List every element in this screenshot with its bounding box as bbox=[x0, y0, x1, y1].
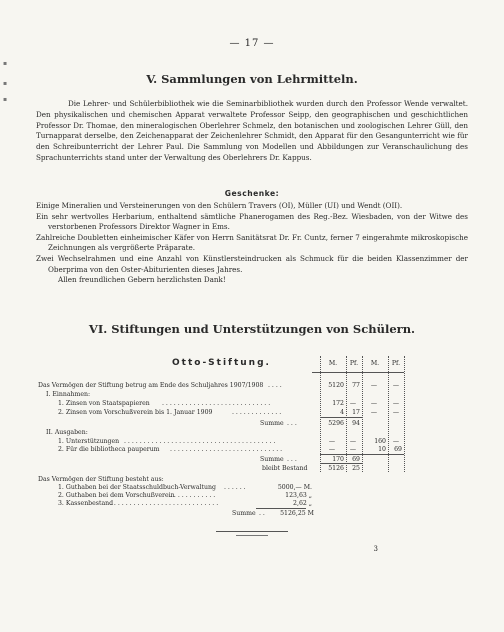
col-header-m1: M. bbox=[328, 360, 338, 367]
besteht-summe-label: Summe bbox=[232, 510, 256, 517]
table-rule bbox=[404, 356, 405, 472]
summe-label: Summe bbox=[260, 456, 284, 463]
ausgaben-2-m: 10 bbox=[378, 446, 386, 453]
leader-dots: . . . bbox=[287, 456, 297, 463]
einnahmen-label: I. Einnahmen: bbox=[46, 391, 91, 398]
section-divider bbox=[216, 531, 288, 532]
besteht-2-label: 2. Guthaben bei dem Vorschußverein bbox=[58, 492, 175, 499]
einnahmen-1-m: 172 bbox=[332, 400, 344, 407]
vermoegen-label: Das Vermögen der Stiftung betrug am Ende des Schuljahres 1907/1908 bbox=[38, 382, 264, 389]
ausgaben-1-label: 1. Unterstützungen bbox=[58, 438, 120, 445]
summe1-pf: 94 bbox=[352, 420, 360, 427]
einnahmen-1-label: 1. Zinsen von Staatspapieren bbox=[58, 400, 150, 407]
gifts-list bbox=[36, 201, 468, 286]
dash: — bbox=[349, 400, 357, 407]
dash: — bbox=[392, 400, 400, 407]
ausgaben-2-pf: 69 bbox=[394, 446, 402, 453]
ausgaben-1-m: 160 bbox=[374, 438, 386, 445]
summe2-m: 170 bbox=[332, 456, 344, 463]
table-rule bbox=[320, 463, 362, 464]
table-rule bbox=[320, 454, 404, 455]
gifts-heading: Geschenke: bbox=[224, 189, 280, 198]
besteht-1-val: 5000,— M. bbox=[277, 484, 312, 491]
besteht-summe-val: 5126,25 M bbox=[280, 510, 314, 517]
bestand-label: bleibt Bestand bbox=[262, 465, 308, 472]
table-rule bbox=[320, 417, 362, 418]
col-header-pf2: Pf. bbox=[391, 360, 401, 367]
table-rule bbox=[256, 508, 306, 509]
dash: — bbox=[328, 438, 336, 445]
dash: — bbox=[392, 382, 400, 389]
einnahmen-2-m: 4 bbox=[340, 409, 344, 416]
leader-dots: . . . . . . . . . . . . . . . . . . . . . . . . . . . . . . . . . . . . . . . bbox=[124, 438, 276, 445]
leader-dots: . . . bbox=[287, 420, 297, 427]
besteht-2-val: 123,63 „ bbox=[285, 492, 312, 499]
besteht-3-val: 2,62 „ bbox=[293, 500, 312, 507]
margin-mark: ▪ bbox=[3, 80, 8, 87]
dash: — bbox=[392, 409, 400, 416]
leader-dots: . . . . . . . . . . . . bbox=[170, 492, 216, 499]
dash: — bbox=[349, 446, 357, 453]
einnahmen-2-pf: 17 bbox=[352, 409, 360, 416]
margin-mark: ▪ bbox=[3, 96, 8, 103]
section-5-title: V. Sammlungen von Lehrmitteln. bbox=[146, 72, 358, 86]
leader-dots: . . . . . . bbox=[224, 484, 246, 491]
leader-dots: . . bbox=[259, 510, 265, 517]
vermoegen-m: 5120 bbox=[328, 382, 344, 389]
gift-item: Zahlreiche Doubletten einheimischer Käfer von Herrn Sanitätsrat Dr. Fr. Cuntz, ferner 7 eingerahmte mikroskopische Zeichnungen als vergrößerte Präparate. bbox=[36, 232, 468, 253]
gift-item: Zwei Wechselrahmen und eine Anzahl von Künstlersteindrucken als Schmuck für die beiden Klassenzimmer der Oberprima von den Oster-Abiturienten dieses Jahres. bbox=[36, 253, 468, 274]
gift-item: Einige Mineralien und Versteinerungen von den Schülern Travers (OI), Müller (UI) und Wendt (OII). bbox=[36, 201, 403, 210]
col-header-m2: M. bbox=[370, 360, 380, 367]
dash: — bbox=[392, 438, 400, 445]
ausgaben-2-label: 2. Für die bibliotheca pauperum bbox=[58, 446, 160, 453]
vermoegen-pf: 77 bbox=[352, 382, 360, 389]
col-header-pf1: Pf. bbox=[349, 360, 359, 367]
dash: — bbox=[328, 446, 336, 453]
summe1-m: 5296 bbox=[328, 420, 344, 427]
leader-dots: . . . . . . . . . . . . . . . . . . . . . . . . . . . . bbox=[162, 400, 271, 407]
table-rule bbox=[312, 372, 404, 373]
besteht-1-label: 1. Guthaben bei der Staatsschuldbuch-Verwaltung bbox=[58, 484, 216, 491]
leader-dots: . . . . . . . . . . . . . bbox=[232, 409, 282, 416]
section-5-paragraph: Die Lehrer- und Schülerbibliothek wie die Seminarbibliothek wurden durch den Professor Wende verwaltet. Den physikalischen und chemischen Apparat verwaltete Professor Seipp, den geographischen und geschichtlichen Professor Dr. Thomae, den mineralogischen Oberlehrer Schmelz, den botanischen und zoologischen Lehrer Güll, den Turnapparat derselbe, den Zeichenapparat der Zeichenlehrer Schmidt, den Apparat für den Gesangunterricht wie für den Schreibunterricht der Lehrer Paul. Die Sammlung von Modellen und Abbildungen zur Veranschaulichung des Sprachunterrichts stand unter der Verwaltung des Oberlehrers Dr. Kappus. bbox=[36, 99, 468, 162]
summe-label: Summe bbox=[260, 420, 284, 427]
summe2-pf: 69 bbox=[352, 456, 360, 463]
section-divider bbox=[236, 535, 268, 536]
leader-dots: . . . . bbox=[268, 382, 282, 389]
gift-item: Ein sehr wertvolles Herbarium, enthaltend sämtliche Phanerogamen des Reg.-Bez. Wiesbaden, von der Witwe des verstorbenen Professors Direktor Wagner in Ems. bbox=[36, 211, 468, 232]
besteht-3-label: 3. Kassenbestand bbox=[58, 500, 114, 507]
leader-dots: . . . . . . . . . . . . . . . . . . . . . . . . . . . . . bbox=[170, 446, 283, 453]
bestand-pf: 25 bbox=[352, 465, 360, 472]
leader-dots: . . . . . . . . . . . . . . . . . . . . . . . . . . . . bbox=[110, 500, 219, 507]
thanks-line: Allen freundlichen Gebern herzlichsten Dank! bbox=[58, 275, 226, 285]
otto-stiftung-title: Otto-Stiftung. bbox=[172, 358, 271, 368]
einnahmen-2-label: 2. Zinsen vom Vorschußverein bis 1. Januar 1909 bbox=[58, 409, 213, 416]
besteht-label: Das Vermögen der Stiftung besteht aus: bbox=[38, 476, 164, 483]
dash: — bbox=[349, 438, 357, 445]
page-number: — 17 — bbox=[229, 38, 275, 49]
corner-mark: 3 bbox=[373, 545, 378, 553]
ausgaben-label: II. Ausgaben: bbox=[46, 429, 88, 436]
dash: — bbox=[370, 382, 378, 389]
margin-mark: ▪ bbox=[3, 60, 8, 67]
dash: — bbox=[370, 409, 378, 416]
section-6-title: VI. Stiftungen und Unterstützungen von Schülern. bbox=[88, 322, 416, 336]
dash: — bbox=[370, 400, 378, 407]
bestand-m: 5126 bbox=[328, 465, 344, 472]
